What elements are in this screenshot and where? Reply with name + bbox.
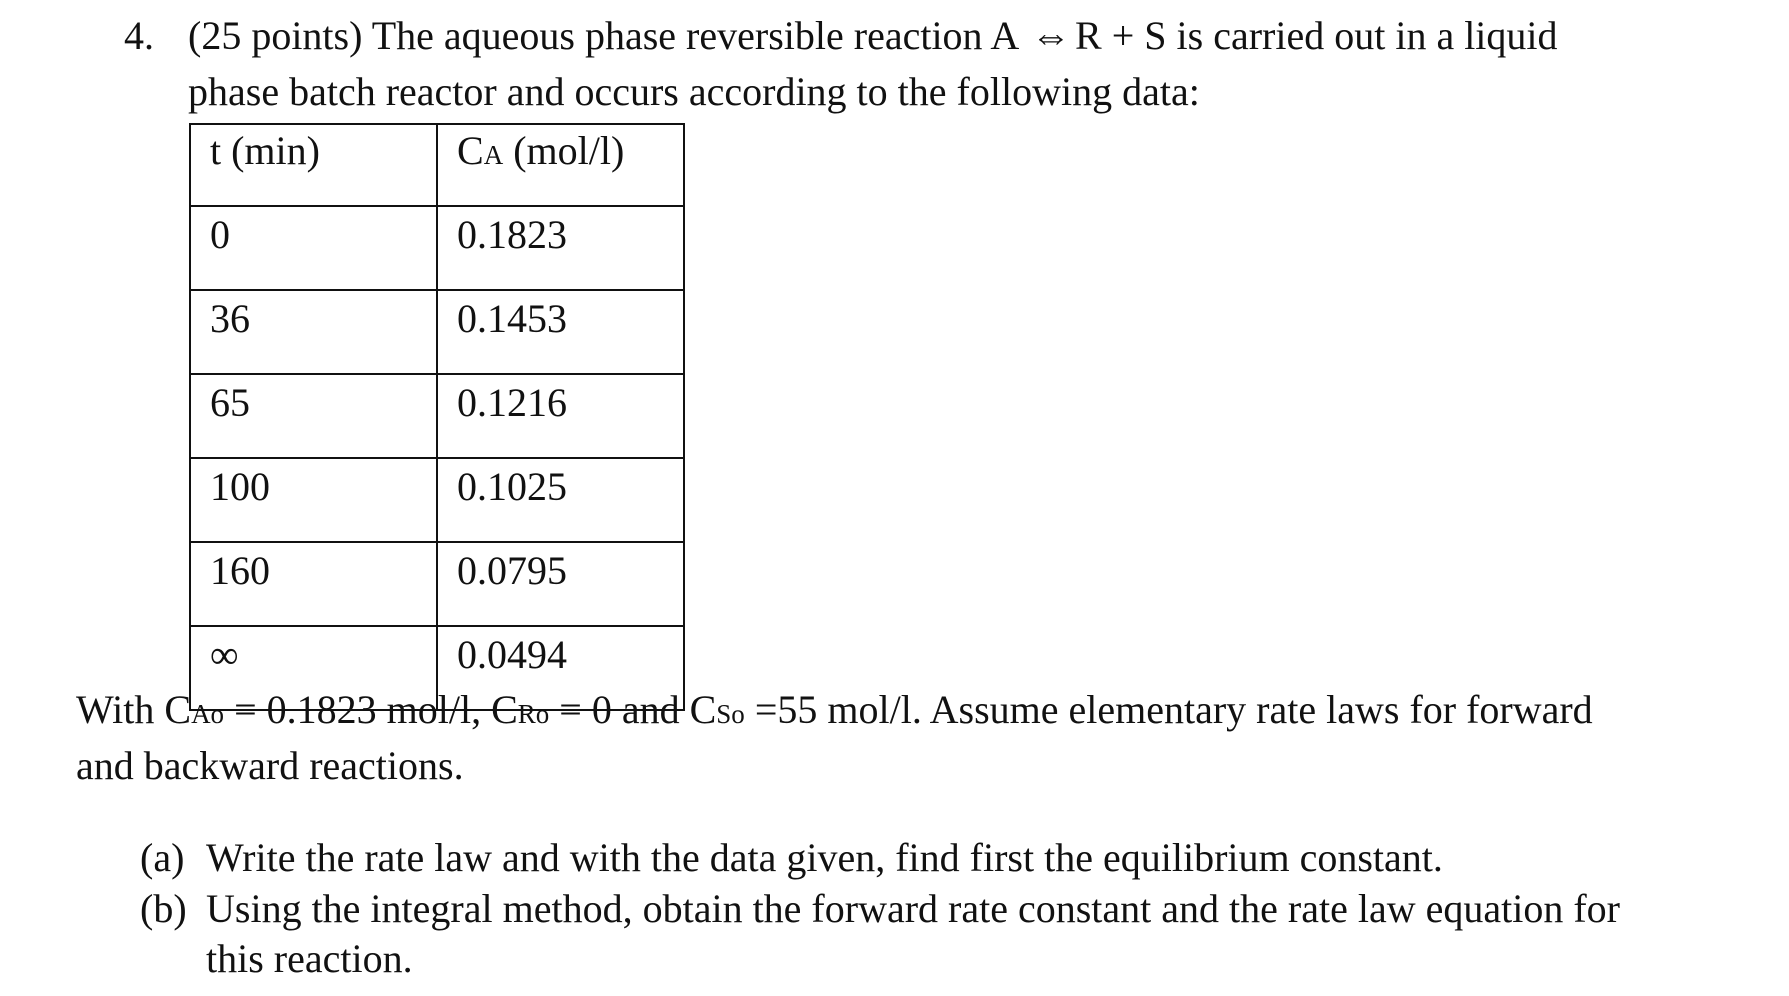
conditions-line-1 xyxy=(76,686,1593,738)
cell-time: 160 xyxy=(190,542,437,626)
part-a xyxy=(140,834,1443,882)
cell-concentration: 0.1453 xyxy=(437,290,684,374)
table-row xyxy=(190,542,684,626)
table-row xyxy=(190,206,684,290)
table-row xyxy=(190,374,684,458)
header-ca-sub: A xyxy=(483,140,504,170)
reversible-arrow-icon: ⇔ xyxy=(1031,13,1072,58)
question-line-1-pre: (25 points) The aqueous phase reversible reaction A xyxy=(188,13,1028,58)
cso-value: =55 mol/l. Assume elementary rate laws for forward xyxy=(744,687,1593,732)
question-line-1 xyxy=(188,12,1558,60)
part-b xyxy=(140,885,1620,933)
cell-time: ∞ xyxy=(190,626,437,710)
cao-sub: Ao xyxy=(191,699,225,729)
conditions-line-2: and backward reactions. xyxy=(76,743,464,788)
part-b-label: (b) xyxy=(140,886,187,931)
cell-concentration: 0.1025 xyxy=(437,458,684,542)
cell-concentration: 0.1216 xyxy=(437,374,684,458)
part-b-text: Using the integral method, obtain the forward rate constant and the rate law equation for xyxy=(206,886,1620,931)
cso-sub: So xyxy=(716,699,745,729)
table-row xyxy=(190,290,684,374)
question-line-2: phase batch reactor and occurs according to the following data: xyxy=(188,69,1200,114)
cell-time: 0 xyxy=(190,206,437,290)
cell-concentration: 0.1823 xyxy=(437,206,684,290)
header-concentration xyxy=(437,124,684,206)
part-b-text-continued: this reaction. xyxy=(206,936,413,981)
table-row xyxy=(190,458,684,542)
data-table xyxy=(189,123,685,711)
question-number: 4. xyxy=(124,13,154,58)
cell-concentration: 0.0494 xyxy=(437,626,684,710)
cro-sub: Ro xyxy=(517,699,550,729)
cell-time: 65 xyxy=(190,374,437,458)
conditions-with: With C xyxy=(76,687,192,732)
header-ca-main: C xyxy=(457,128,484,173)
table-header-row xyxy=(190,124,684,206)
cao-value: = 0.1823 mol/l, C xyxy=(224,687,518,732)
cell-concentration: 0.0795 xyxy=(437,542,684,626)
cell-time: 100 xyxy=(190,458,437,542)
cro-value: = 0 and C xyxy=(549,687,717,732)
question-line-1-post: R + S is carried out in a liquid xyxy=(1075,13,1558,58)
part-a-label: (a) xyxy=(140,835,185,880)
header-ca-unit: (mol/l) xyxy=(503,128,625,173)
header-time: t (min) xyxy=(190,124,437,206)
part-a-text: Write the rate law and with the data given, find first the equilibrium constant. xyxy=(206,835,1443,880)
cell-time: 36 xyxy=(190,290,437,374)
